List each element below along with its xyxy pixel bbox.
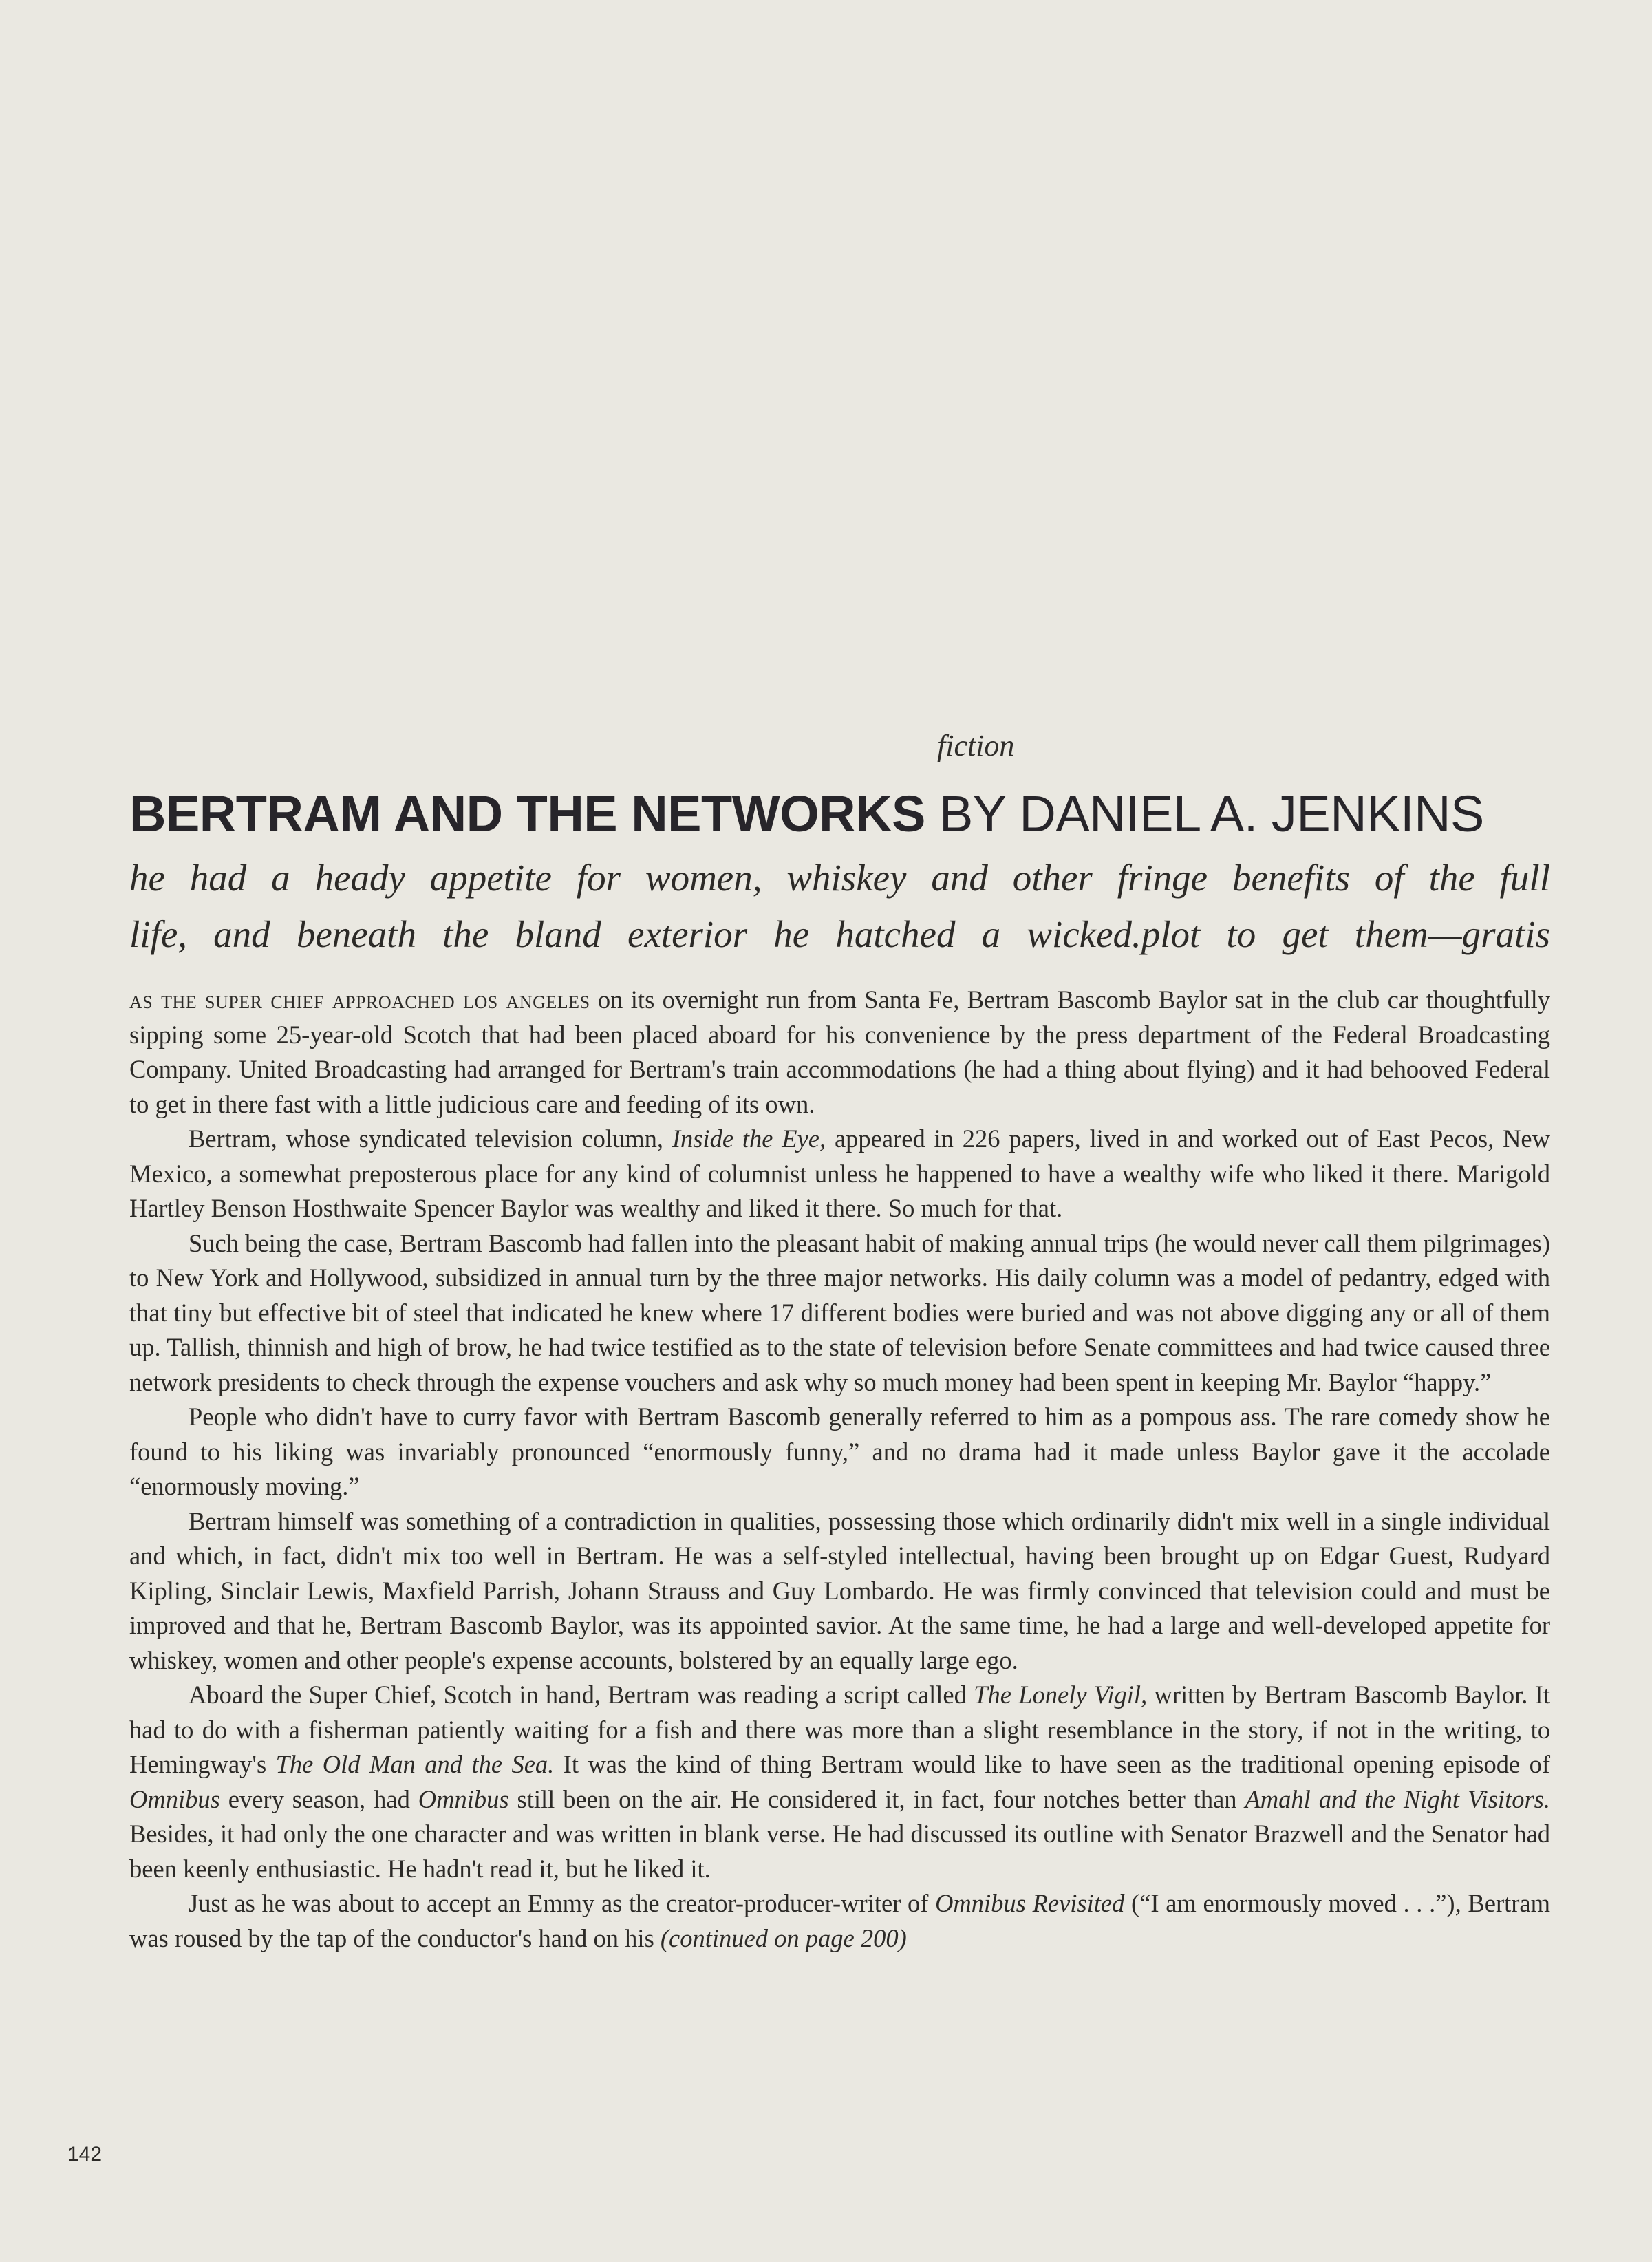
show-title-2: Omnibus <box>418 1784 509 1813</box>
show-title-3: Omnibus Revisited <box>935 1889 1125 1917</box>
paragraph-6-text-b: written by Bertram Bascomb Baylor. It had to do with a fisherman patiently waiting for a fish and there was more than a slight resemblance in the story, if not in the writing, to Hemingway's <box>129 1681 1550 1778</box>
subtitle-line-1: he had a heady appetite for women, whiskey and other fringe benefits of the full <box>129 857 1550 899</box>
script-title: The Lonely Vigil, <box>974 1681 1148 1709</box>
paragraph-6-text-d: every season, had <box>219 1784 418 1813</box>
article-title <box>129 781 1560 847</box>
paragraph-1 <box>129 983 1550 1122</box>
paragraph-6 <box>129 1678 1550 1886</box>
title-main: BERTRAM AND THE NETWORKS <box>129 785 925 842</box>
page-number: 142 <box>67 2143 103 2166</box>
title-byline: BY DANIEL A. JENKINS <box>938 785 1484 842</box>
section-kicker: fiction <box>937 729 1015 762</box>
paragraph-6-text-e: still been on the air. He considered it, in fact, four notches better than <box>508 1784 1245 1813</box>
paragraph-3: Such being the case, Bertram Bascomb had fallen into the pleasant habit of making annual trips (he would never call them pilgrimages) to New York and Hollywood, subsidized in annual turn by the three major networks. His daily column was a model of pedantry, edged with that tiny but effective bit of steel that indicated he knew where 17 different bodies were buried and was not above digging any or all of them up. Tallish, thinnish and high of brow, he had twice testified as to the state of television before Senate committees and had twice caused three network presidents to check through the expense vouchers and ask why so much money had been spent in keeping Mr. Baylor “happy.” <box>129 1228 1550 1396</box>
opera-title: Amahl and the Night Visitors. <box>1245 1784 1550 1813</box>
paragraph-7-text-b: (“I am enormously moved . . .”), Bertram was roused by the tap of the conductor's hand on his <box>129 1889 1550 1952</box>
paragraph-2 <box>129 1122 1550 1226</box>
paragraph-7-text-a: Just as he was about to accept an Emmy as the creator-producer-writer of <box>189 1889 936 1917</box>
lead-in-smallcaps: as the super chief approached los angeles <box>129 985 590 1014</box>
subtitle-line-2: life, and beneath the bland exterior he hatched a wicked.plot to get them—gratis <box>129 913 1550 955</box>
paragraph-5: Bertram himself was something of a contradiction in qualities, possessing those which ordinarily didn't mix well in a single individual and which, in fact, didn't mix too well in Bertram. He was a self-styled intellectual, having been brought up on Edgar Guest, Rudyard Kipling, Sinclair Lewis, Maxfield Parrish, Johann Strauss and Guy Lombardo. He was firmly convinced that television could and must be improved and that he, Bertram Bascomb Baylor, was its appointed savior. At the same time, he had a large and well-developed appetite for whiskey, women and other people's expense accounts, bolstered by an equally large ego. <box>129 1506 1550 1674</box>
paragraph-6-text-f: Besides, it had only the one character and was written in blank verse. He had discussed its outline with Senator Brazwell and the Senator had been keenly enthusiastic. He hadn't read it, but he liked it. <box>129 1820 1550 1883</box>
paragraph-2-text-a: Bertram, whose syndicated television column, <box>189 1124 672 1153</box>
article-body <box>129 983 1550 1956</box>
continued-note: (continued on page 200) <box>660 1923 907 1952</box>
paragraph-6-text-a: Aboard the Super Chief, Scotch in hand, Bertram was reading a script called <box>189 1681 974 1709</box>
paragraph-2-text-b: appeared in 226 papers, lived in and worked out of East Pecos, New Mexico, a somewhat preposterous place for any kind of columnist unless he happened to have a wealthy wife who liked it there. Marigold Hartley Benson Hosthwaite Spencer Baylor was wealthy and liked it there. So much for that. <box>129 1124 1550 1222</box>
paragraph-7 <box>129 1886 1550 1956</box>
paragraph-4: People who didn't have to curry favor with Bertram Bascomb generally referred to him as a pompous ass. The rare comedy show he found to his liking was invariably pronounced “enormously funny,” and no drama had it made unless Baylor gave it the accolade “enormously moving.” <box>129 1402 1550 1500</box>
show-title-1: Omnibus <box>129 1784 220 1813</box>
novel-title: The Old Man and the Sea. <box>275 1750 555 1778</box>
article-subtitle <box>129 850 1550 963</box>
paragraph-1-text: on its overnight run from Santa Fe, Bertram Bascomb Baylor sat in the club car thoughtfully sipping some 25-year-old Scotch that had been placed aboard for his convenience by the press department of the Federal Broadcasting Company. United Broadcasting had arranged for Bertram's train accommodations (he had a thing about flying) and it had behooved Federal to get in there fast with a little judicious care and feeding of its own. <box>129 985 1551 1118</box>
paragraph-6-text-c: It was the kind of thing Bertram would like to have seen as the traditional opening episode of <box>554 1750 1550 1778</box>
column-title: Inside the Eye, <box>672 1124 826 1153</box>
